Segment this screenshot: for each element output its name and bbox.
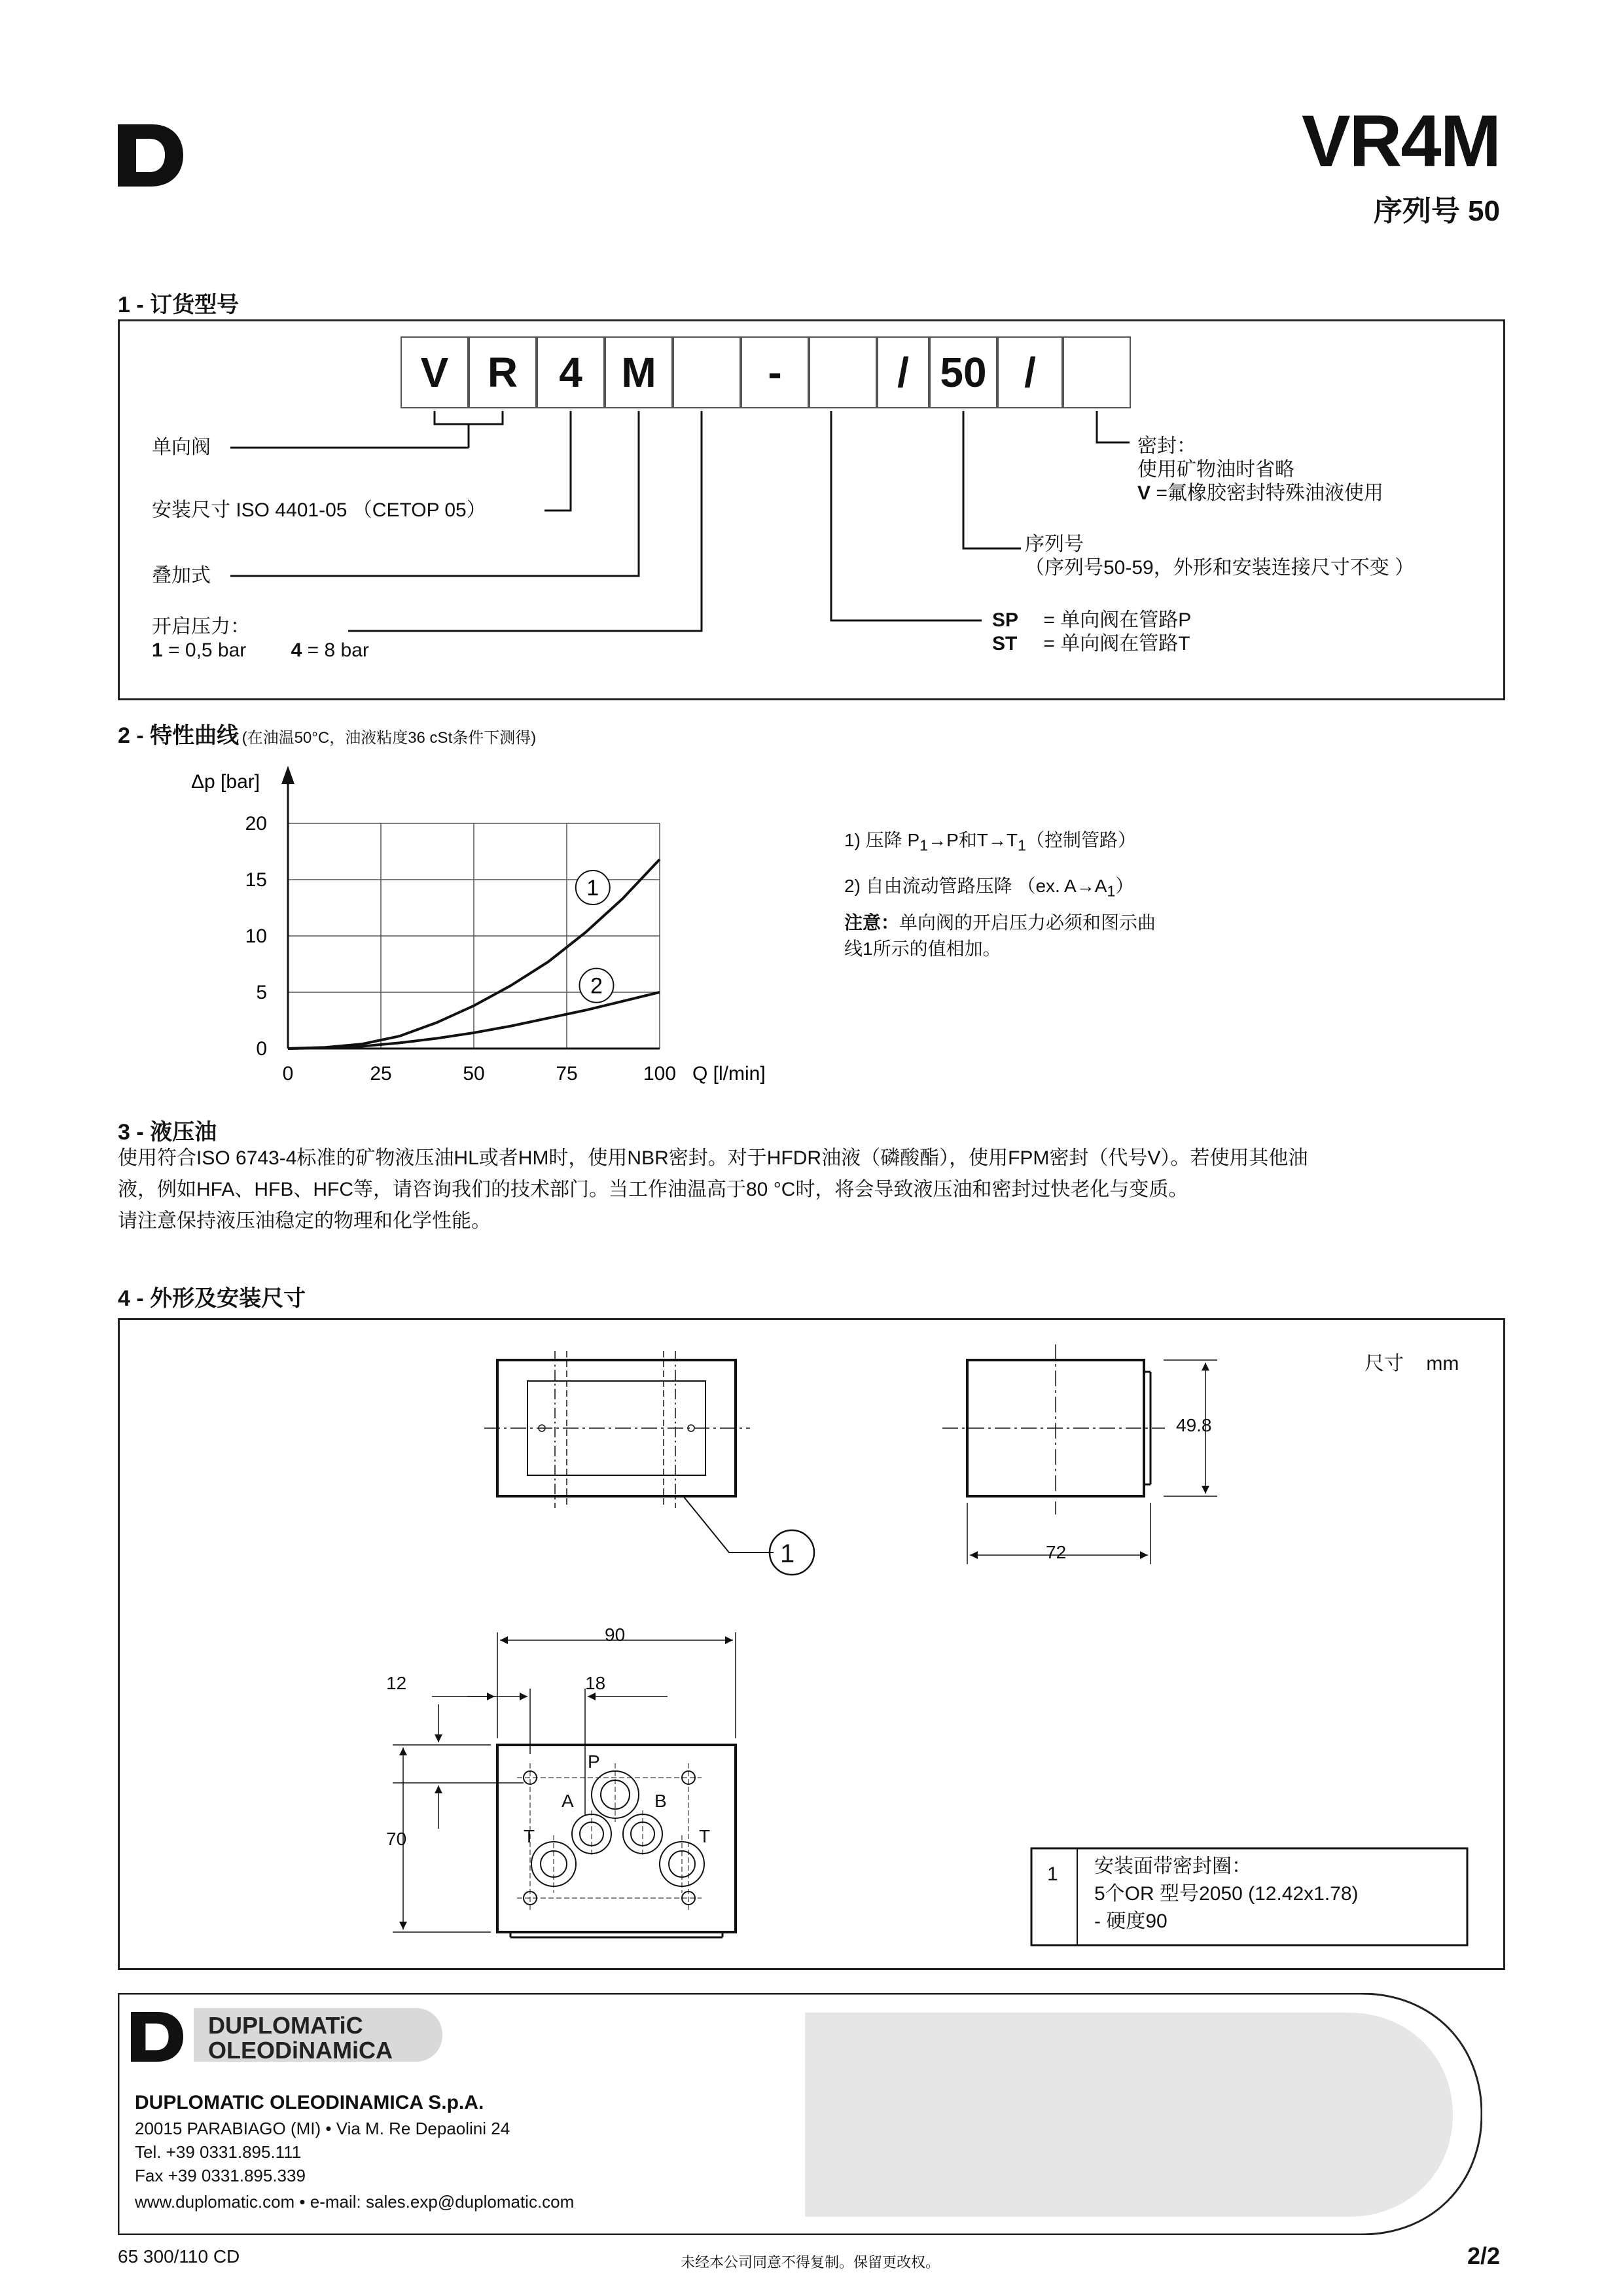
label-series-note: （序列号50-59，外形和安装连接尺寸不变 ） (1025, 557, 1415, 579)
code-cell-slash2: / (997, 336, 1063, 408)
x-tick-label: 50 (463, 1063, 485, 1085)
label-sp (992, 609, 1191, 632)
section2-heading (118, 717, 536, 749)
x-tick-label: 0 (282, 1063, 294, 1085)
port-t-right: T (699, 1826, 711, 1846)
section1-title: 1 - 订货型号 (118, 293, 240, 317)
brand-line2: OLEODiNAMiCA (208, 2037, 393, 2064)
copyright-note: 未经本公司同意不得复制。保留更改权。 (681, 2254, 940, 2270)
unit-text: mm (1426, 1353, 1459, 1374)
duplomatic-d-logo (118, 124, 183, 187)
chart-attention (844, 910, 1156, 962)
cracking-1-val: = 0,5 bar (168, 639, 247, 661)
y-tick-label: 20 (245, 813, 267, 834)
curve-label-2: 2 (590, 973, 603, 999)
section4-title: 4 - 外形及安装尺寸 (118, 1286, 306, 1311)
code-cell-4: 4 (537, 336, 605, 408)
section2-note: (在油温50°C，油液粘度36 cSt条件下测得) (241, 729, 537, 747)
section3-body (118, 1143, 1505, 1237)
st-key: ST (992, 633, 1018, 655)
company-name: DUPLOMATIC OLEODINAMICA S.p.A. (135, 2092, 484, 2113)
code-cell-series: 50 (929, 336, 997, 408)
note2-prefix: 2) 自由流动管路压降 （ex. A→A (844, 876, 1107, 896)
fluid-line-3: 请注意保持液压油稳定的物理和化学性能。 (118, 1210, 491, 1232)
note1-sub2: 1 (1018, 836, 1026, 854)
legend-line2: 5个OR 型号2050 (12.42x1.78) (1094, 1883, 1359, 1905)
seal-v-key: V (1137, 482, 1151, 504)
label-cracking-values (152, 639, 369, 662)
y-tick-label: 5 (256, 982, 267, 1003)
note1-sub1: 1 (919, 836, 929, 854)
note2-suffix: ） (1115, 876, 1134, 896)
x-tick-label: 100 (643, 1063, 677, 1085)
fluid-line-2: 液，例如HFA、HFB、HFC等，请咨询我们的技术部门。当工作油温高于80 °C时，将会导致液压油和密封过快老化与变质。 (118, 1179, 1188, 1200)
brand-name (208, 2013, 393, 2063)
fax-line: Fax +39 0331.895.339 (135, 2166, 306, 2185)
unit-label-text: 尺寸 (1364, 1353, 1404, 1374)
sp-val: = 单向阀在管路P (1043, 609, 1192, 631)
label-check-valve: 单向阀 (152, 437, 211, 458)
y-tick-label: 15 (245, 869, 267, 891)
port-t-left: T (524, 1826, 535, 1846)
note1-mid: →P和T→T (928, 830, 1018, 850)
cracking-1-key: 1 (152, 639, 163, 661)
chart-note-2 (844, 872, 1133, 901)
x-axis-label: Q [l/min] (692, 1063, 766, 1085)
y-axis-label: Δp [bar] (191, 771, 260, 793)
note2-sub: 1 (1107, 882, 1116, 900)
y-axis-arrow (281, 766, 294, 784)
note1-prefix: 1) 压降 P (844, 830, 920, 850)
section3-title: 3 - 液压油 (118, 1120, 217, 1145)
port-b: B (654, 1791, 667, 1811)
attention-key: 注意： (844, 912, 900, 933)
code-cell-r: R (469, 336, 537, 408)
label-mounting: 安装尺寸 ISO 4401-05 （CETOP 05） (152, 499, 486, 521)
doc-code: 65 300/110 CD (118, 2246, 240, 2267)
x-tick-label: 25 (370, 1063, 392, 1085)
label-st (992, 632, 1190, 656)
page-number: 2/2 (1467, 2242, 1500, 2269)
footer-d-logo (131, 2011, 183, 2063)
st-val: = 单向阀在管路T (1043, 633, 1190, 655)
callout-1-label: 1 (780, 1539, 795, 1568)
fluid-line-1: 使用符合ISO 6743-4标准的矿物液压油HL或者HM时，使用NBR密封。对于HFDR油液（磷酸酯），使用FPM密封（代号V）。若使用其他油 (118, 1147, 1308, 1169)
company-address (135, 2117, 574, 2214)
code-cell-slash1: / (877, 336, 929, 408)
label-seal-title: 密封： (1137, 435, 1196, 457)
note1-suffix: （控制管路） (1026, 830, 1137, 850)
characteristic-curve-chart (170, 759, 825, 1100)
series-subtitle: 序列号 50 (1373, 195, 1500, 227)
label-seal-line1: 使用矿物油时省略 (1137, 459, 1294, 480)
dim-70: 70 (386, 1829, 407, 1849)
legend-line3: - 硬度90 (1094, 1910, 1168, 1932)
code-cell-v: V (401, 336, 469, 408)
address-line: 20015 PARABIAGO (MI) • Via M. Re Depaolini 24 (135, 2119, 510, 2138)
dim-12: 12 (386, 1673, 407, 1693)
y-tick-label: 10 (245, 925, 267, 947)
tel-line: Tel. +39 0331.895.111 (135, 2142, 302, 2162)
label-seal-v (1137, 482, 1383, 505)
cracking-4-key: 4 (291, 639, 302, 661)
cracking-4-val: = 8 bar (307, 639, 369, 661)
label-cracking-title: 开启压力： (152, 616, 250, 637)
legend-line1: 安装面带密封圈： (1094, 1856, 1251, 1877)
curve-label-1: 1 (586, 876, 599, 901)
dim-18: 18 (585, 1673, 606, 1693)
model-title: VR4M (1301, 100, 1500, 182)
brand-line1: DUPLOMATiC (208, 2012, 363, 2039)
section2-title: 2 - 特性曲线 (118, 723, 240, 748)
port-a: A (562, 1791, 574, 1811)
y-tick-label: 0 (256, 1038, 267, 1060)
code-cell-m: M (605, 336, 673, 408)
chart-note-1 (844, 826, 1136, 855)
sp-key: SP (992, 609, 1019, 631)
dim-49-8: 49.8 (1176, 1415, 1212, 1435)
port-p: P (588, 1751, 600, 1772)
label-series-title: 序列号 (1025, 533, 1084, 555)
label-modular: 叠加式 (152, 565, 211, 586)
attention-line1: 单向阀的开启压力必须和图示曲 (899, 912, 1156, 933)
legend-number: 1 (1047, 1863, 1058, 1885)
x-tick-label: 75 (556, 1063, 578, 1085)
dimension-drawings (118, 1318, 1505, 1970)
dim-90: 90 (605, 1624, 626, 1645)
web-link[interactable]: www.duplomatic.com • e-mail: sales.exp@duplomatic.com (135, 2192, 575, 2212)
attention-line2: 线1所示的值相加。 (844, 939, 1001, 959)
dim-72: 72 (1046, 1542, 1067, 1562)
code-cell-dash: - (741, 336, 809, 408)
seal-v-val: =氟橡胶密封特殊油液使用 (1156, 482, 1383, 504)
